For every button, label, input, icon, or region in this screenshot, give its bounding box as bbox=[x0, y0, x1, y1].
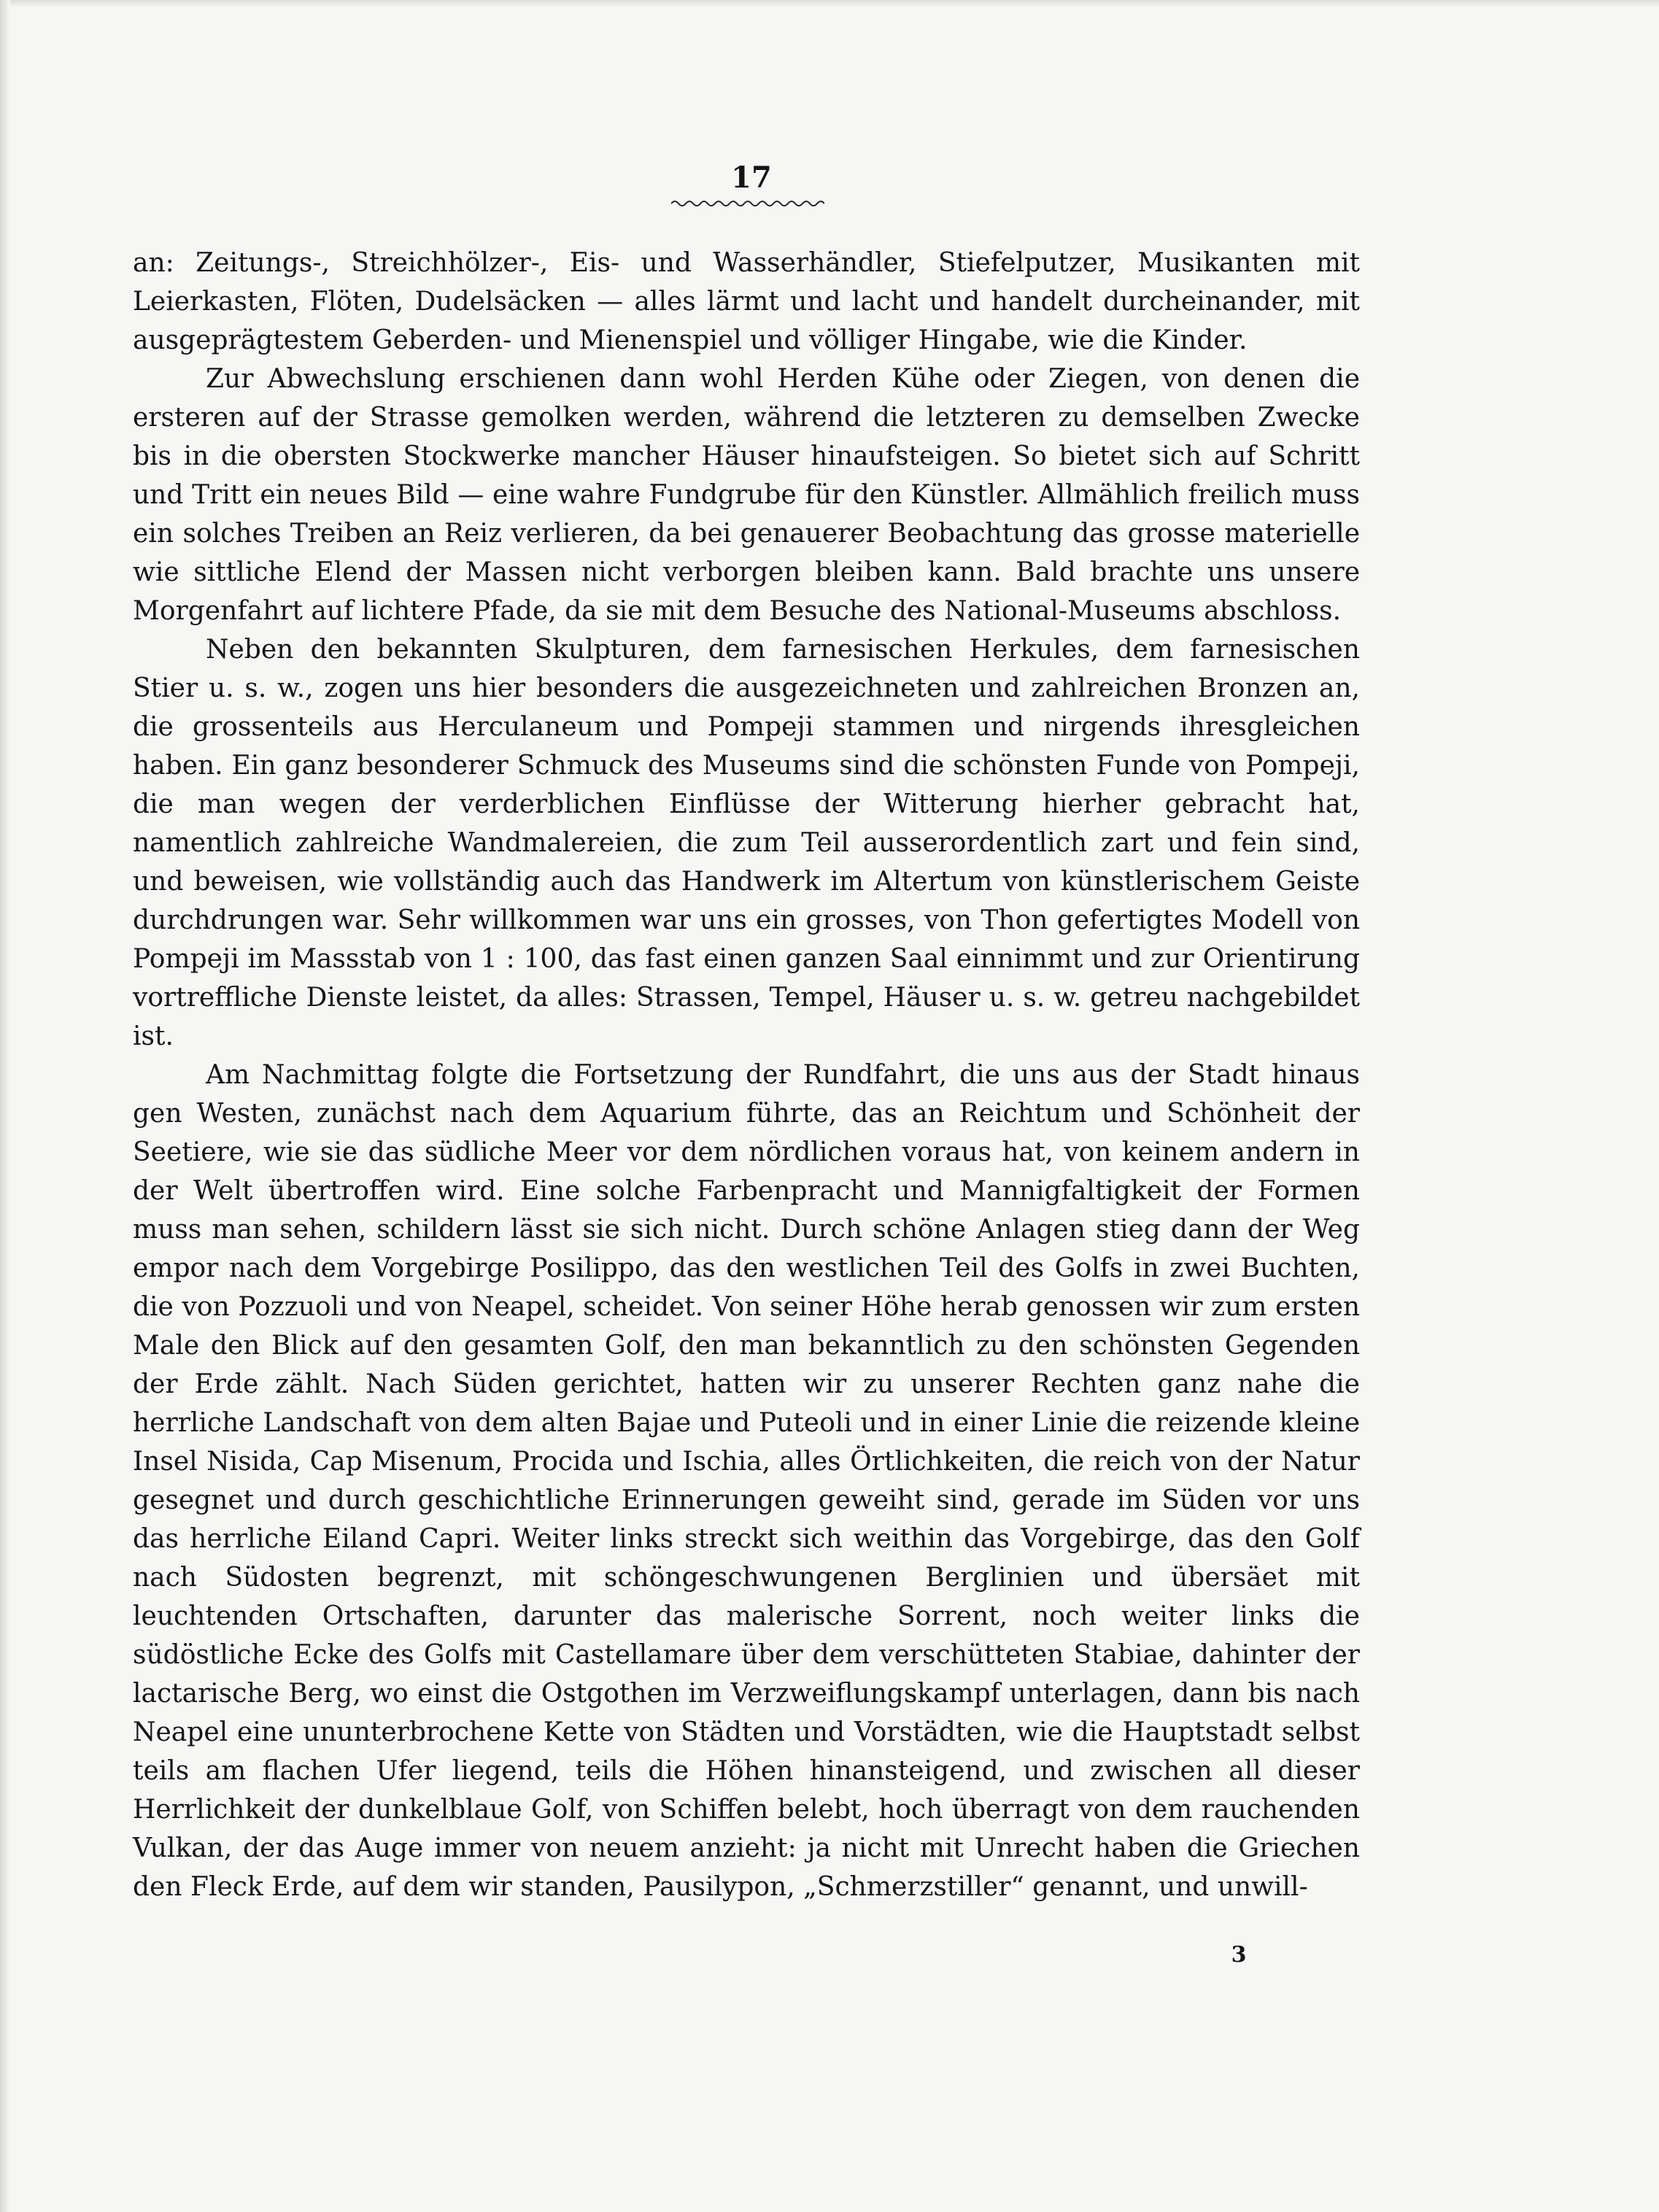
paragraph-museum: Neben den bekannten Skulpturen, dem farnesischen Herkules, dem farnesischen Stier u. s. w., zogen uns hier besonders die ausgezeichneten und zahlreichen Bronzen an, die grossenteils aus Herculaneum und Pompeji stammen und nirgends ihresgleichen haben. Ein ganz besonderer Schmuck des Museums sind die schönsten Funde von Pompeji, die man wegen der verderblichen Einflüsse der Witterung hierher gebracht hat, namentlich zahlreiche Wandmalereien, die zum Teil ausserordentlich zart und fein sind, und beweisen, wie vollständig auch das Handwerk im Altertum von künstlerischem Geiste durchdrungen war. Sehr willkommen war uns ein grosses, von Thon gefertigtes Modell von Pompeji im Massstab von 1 : 100, das fast einen ganzen Saal einnimmt und zur Orientirung vortreffliche Dienste leistet, da alles: Strassen, Tempel, Häuser u. s. w. getreu nachgebildet ist. bbox=[133, 635, 1360, 1051]
paragraph-continuation: an: Zeitungs-, Streichhölzer-, Eis- und Wasserhändler, Stiefelputzer, Musikanten mit Leierkasten, Flöten, Dudelsäcken — alles lärmt und lacht und handelt durcheinander, mit ausgeprägtestem Geberden- und Mienenspiel und völliger Hingabe, wie die Kinder. bbox=[133, 248, 1360, 355]
paragraph-herds: Zur Abwechslung erschienen dann wohl Herden Kühe oder Ziegen, von denen die ersteren auf der Strasse gemolken werden, während die letzteren zu demselben Zwecke bis in die obersten Stockwerke mancher Häuser hinaufsteigen. So bietet sich auf Schritt und Tritt ein neues Bild — eine wahre Fundgrube für den Künstler. Allmählich freilich muss ein solches Treiben an Reiz verlieren, da bei genauerer Beobachtung das grosse materielle wie sittliche Elend der Massen nicht verborgen bleiben kann. Bald brachte uns unsere Morgenfahrt auf lichtere Pfade, da sie mit dem Besuche des National-Museums abschloss. bbox=[133, 364, 1360, 626]
paragraph-afternoon: Am Nachmittag folgte die Fortsetzung der Rundfahrt, die uns aus der Stadt hinaus gen Westen, zunächst nach dem Aquarium führte, das an Reichtum und Schönheit der Seetiere, wie sie das südliche Meer vor dem nördlichen voraus hat, von keinem andern in der Welt übertroffen wird. Eine solche Farbenpracht und Mannigfaltigkeit der Formen muss man sehen, schildern lässt sie sich nicht. Durch schöne Anlagen stieg dann der Weg empor nach dem Vorgebirge Posilippo, das den westlichen Teil des Golfs in zwei Buchten, die von Pozzuoli und von Neapel, scheidet. Von seiner Höhe herab genossen wir zum ersten Male den Blick auf den gesamten Golf, den man bekanntlich zu den schönsten Gegenden der Erde zählt. Nach Süden gerichtet, hatten wir zu unserer Rechten ganz nahe die herrliche Landschaft von dem alten Bajae und Puteoli und in einer Linie die reizende kleine Insel Nisida, Cap Misenum, Procida und Ischia, alles Örtlichkeiten, die reich von der Natur gesegnet und durch geschichtliche Erinnerungen geweiht sind, gerade im Süden vor uns das herrliche Eiland Capri. Weiter links streckt sich weithin das Vorgebirge, das den Golf nach Südosten begrenzt, mit schöngeschwungenen Berglinien und übersäet mit leuchtenden Ortschaften, darunter das malerische Sorrent, noch weiter links die südöstliche Ecke des Golfs mit Castellamare über dem verschütteten Stabiae, dahinter der lactarische Berg, wo einst die Ostgothen im Verzweiflungskampf unterlagen, dann bis nach Neapel eine ununterbrochene Kette von Städten und Vorstädten, wie die Hauptstadt selbst teils am flachen Ufer liegend, teils die Höhen hinansteigend, und zwischen all dieser Herrlichkeit der dunkelblaue Golf, von Schiffen belebt, hoch überragt von dem rauchenden Vulkan, der das Auge immer von neuem anzieht: ja nicht mit Unrecht haben die Griechen den Fleck Erde, auf dem wir standen, Pausilypon, „Schmerzstiller“ genannt, und unwill- bbox=[133, 1060, 1360, 1902]
page-number: 17 bbox=[731, 161, 772, 195]
wavy-rule-ornament bbox=[671, 198, 824, 209]
page-edge-left bbox=[0, 0, 10, 2212]
body-text bbox=[133, 244, 1360, 1906]
signature-mark: 3 bbox=[1231, 1942, 1247, 1968]
page-edge-top bbox=[0, 0, 1659, 7]
